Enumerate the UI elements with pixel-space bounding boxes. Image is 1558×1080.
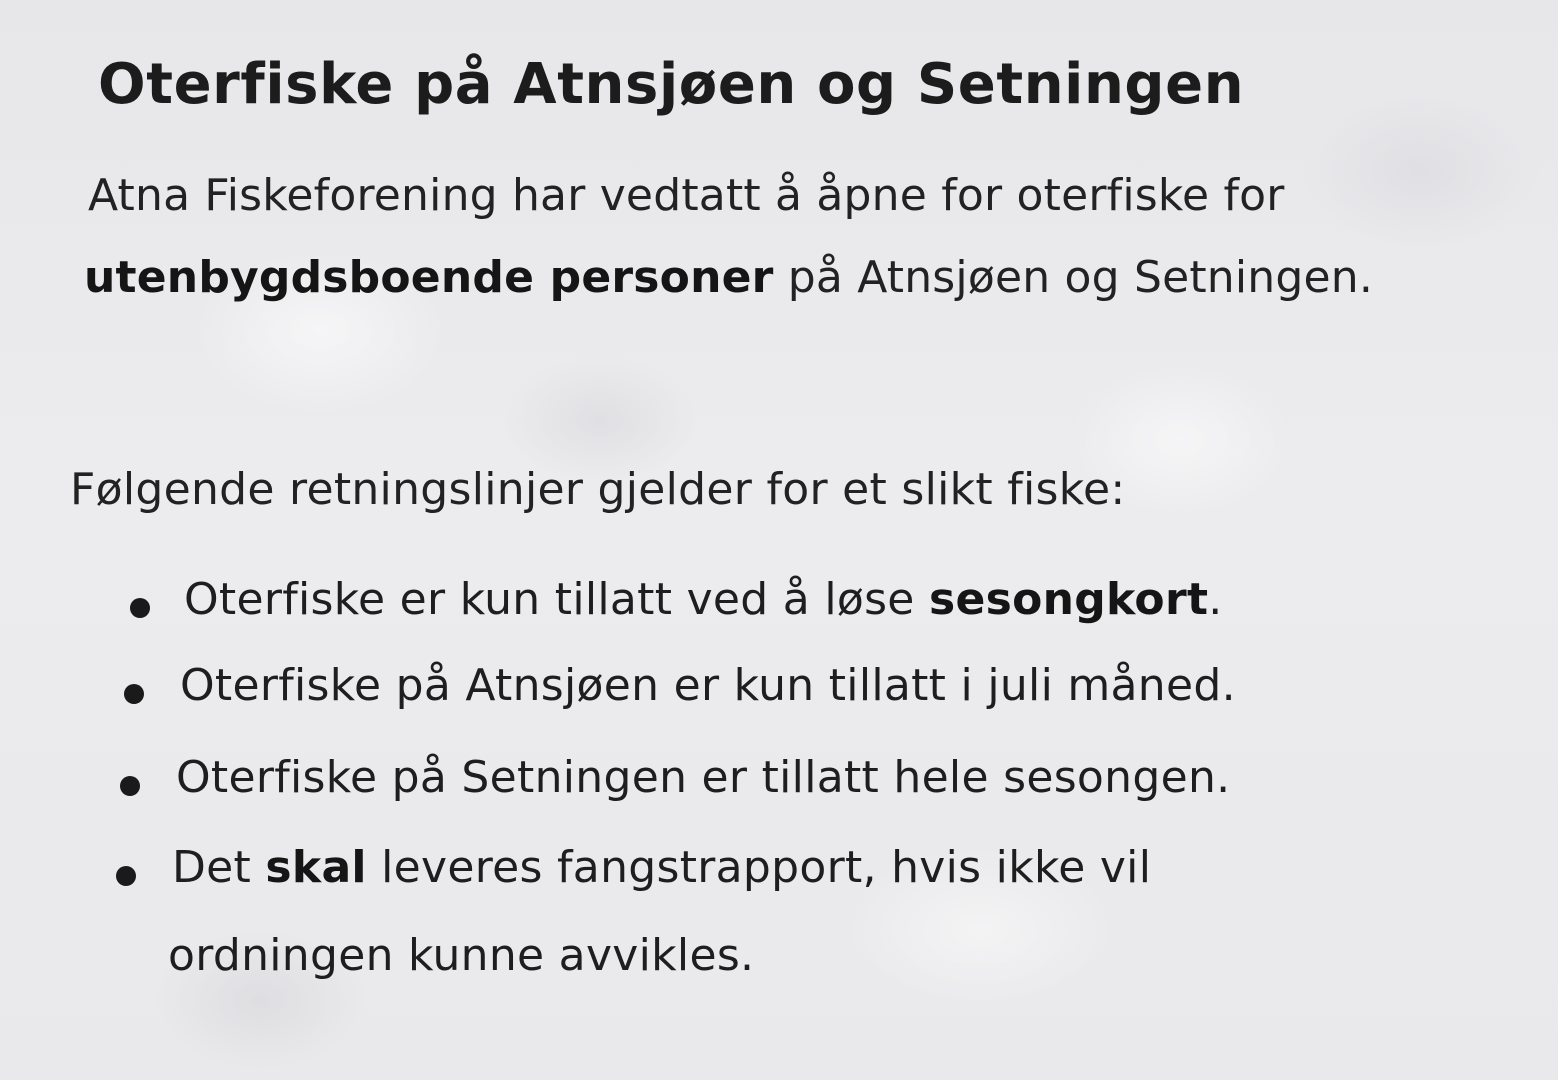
bullet-icon xyxy=(120,776,140,796)
intro-line-2-rest: på Atnsjøen og Setningen. xyxy=(773,252,1374,303)
intro-line-2 xyxy=(84,252,1373,303)
rule-item-setningen-season: Oterfiske på Setningen er tillatt hele sesongen. xyxy=(176,752,1231,803)
guidelines-lead: Følgende retningslinjer gjelder for et slikt fiske: xyxy=(70,464,1126,515)
intro-emphasis: utenbygdsboende personer xyxy=(84,252,774,303)
bullet-icon xyxy=(124,684,144,704)
rule-item-catch-report-continuation: ordningen kunne avvikles. xyxy=(168,930,755,981)
rule-item-catch-report xyxy=(172,842,1151,893)
bullet-icon xyxy=(130,598,150,618)
rule-emphasis: sesongkort xyxy=(928,574,1209,625)
sign-title: Oterfiske på Atnsjøen og Setningen xyxy=(98,52,1245,117)
intro-line-1: Atna Fiskeforening har vedtatt å åpne for oterfiske for xyxy=(88,170,1285,221)
rule-end: . xyxy=(1208,574,1223,625)
rule-text-rest: leveres fangstrapport, hvis ikke vil xyxy=(366,842,1152,893)
rule-text: Det xyxy=(172,842,266,893)
rule-text: Oterfiske er kun tillatt ved å løse xyxy=(184,574,929,625)
bullet-icon xyxy=(116,866,136,886)
rule-item-atnsjoen-july: Oterfiske på Atnsjøen er kun tillatt i juli måned. xyxy=(180,660,1236,711)
rule-emphasis: skal xyxy=(265,842,367,893)
rule-item-season-card xyxy=(184,574,1223,625)
